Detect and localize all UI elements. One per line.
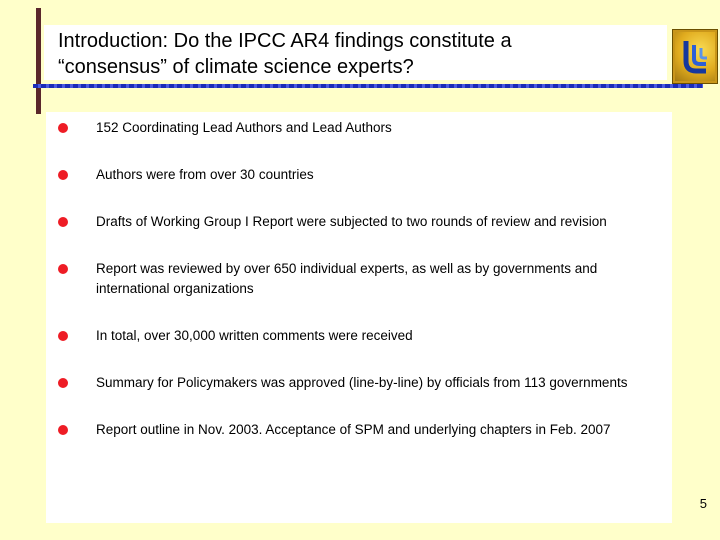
list-item (46, 259, 652, 299)
title-box (44, 25, 667, 80)
page-number: 5 (699, 496, 707, 511)
bullet-icon (58, 331, 68, 341)
content-panel (46, 112, 672, 523)
llnl-l-glyph (673, 30, 717, 83)
bullet-icon (58, 217, 68, 227)
list-item (46, 165, 652, 185)
bullet-text: Summary for Policymakers was approved (line-by-line) by officials from 113 governments (96, 375, 628, 390)
bullet-text: In total, over 30,000 written comments were received (96, 328, 413, 343)
llnl-logo-icon (672, 29, 718, 84)
list-item (46, 420, 652, 440)
bullet-icon (58, 378, 68, 388)
bullet-icon (58, 123, 68, 133)
title-divider-line (33, 84, 703, 88)
slide-title-line1: Introduction: Do the IPCC AR4 findings constitute a (58, 30, 512, 52)
bullet-text: Drafts of Working Group I Report were subjected to two rounds of review and revision (96, 214, 607, 229)
bullet-icon (58, 425, 68, 435)
slide-title (44, 25, 667, 80)
bullet-icon (58, 170, 68, 180)
bullet-text: Report was reviewed by over 650 individual experts, as well as by governments and international organizations (96, 261, 598, 296)
bullet-text: 152 Coordinating Lead Authors and Lead Authors (96, 120, 392, 135)
bullet-text: Authors were from over 30 countries (96, 167, 314, 182)
list-item (46, 373, 652, 393)
left-accent-bar (36, 8, 41, 114)
list-item (46, 212, 652, 232)
bullet-icon (58, 264, 68, 274)
bullet-list (46, 112, 672, 440)
slide-title-line2: “consensus” of climate science experts? (58, 56, 414, 78)
bullet-text: Report outline in Nov. 2003. Acceptance of SPM and underlying chapters in Feb. 2007 (96, 422, 611, 437)
list-item (46, 118, 652, 138)
list-item (46, 326, 652, 346)
